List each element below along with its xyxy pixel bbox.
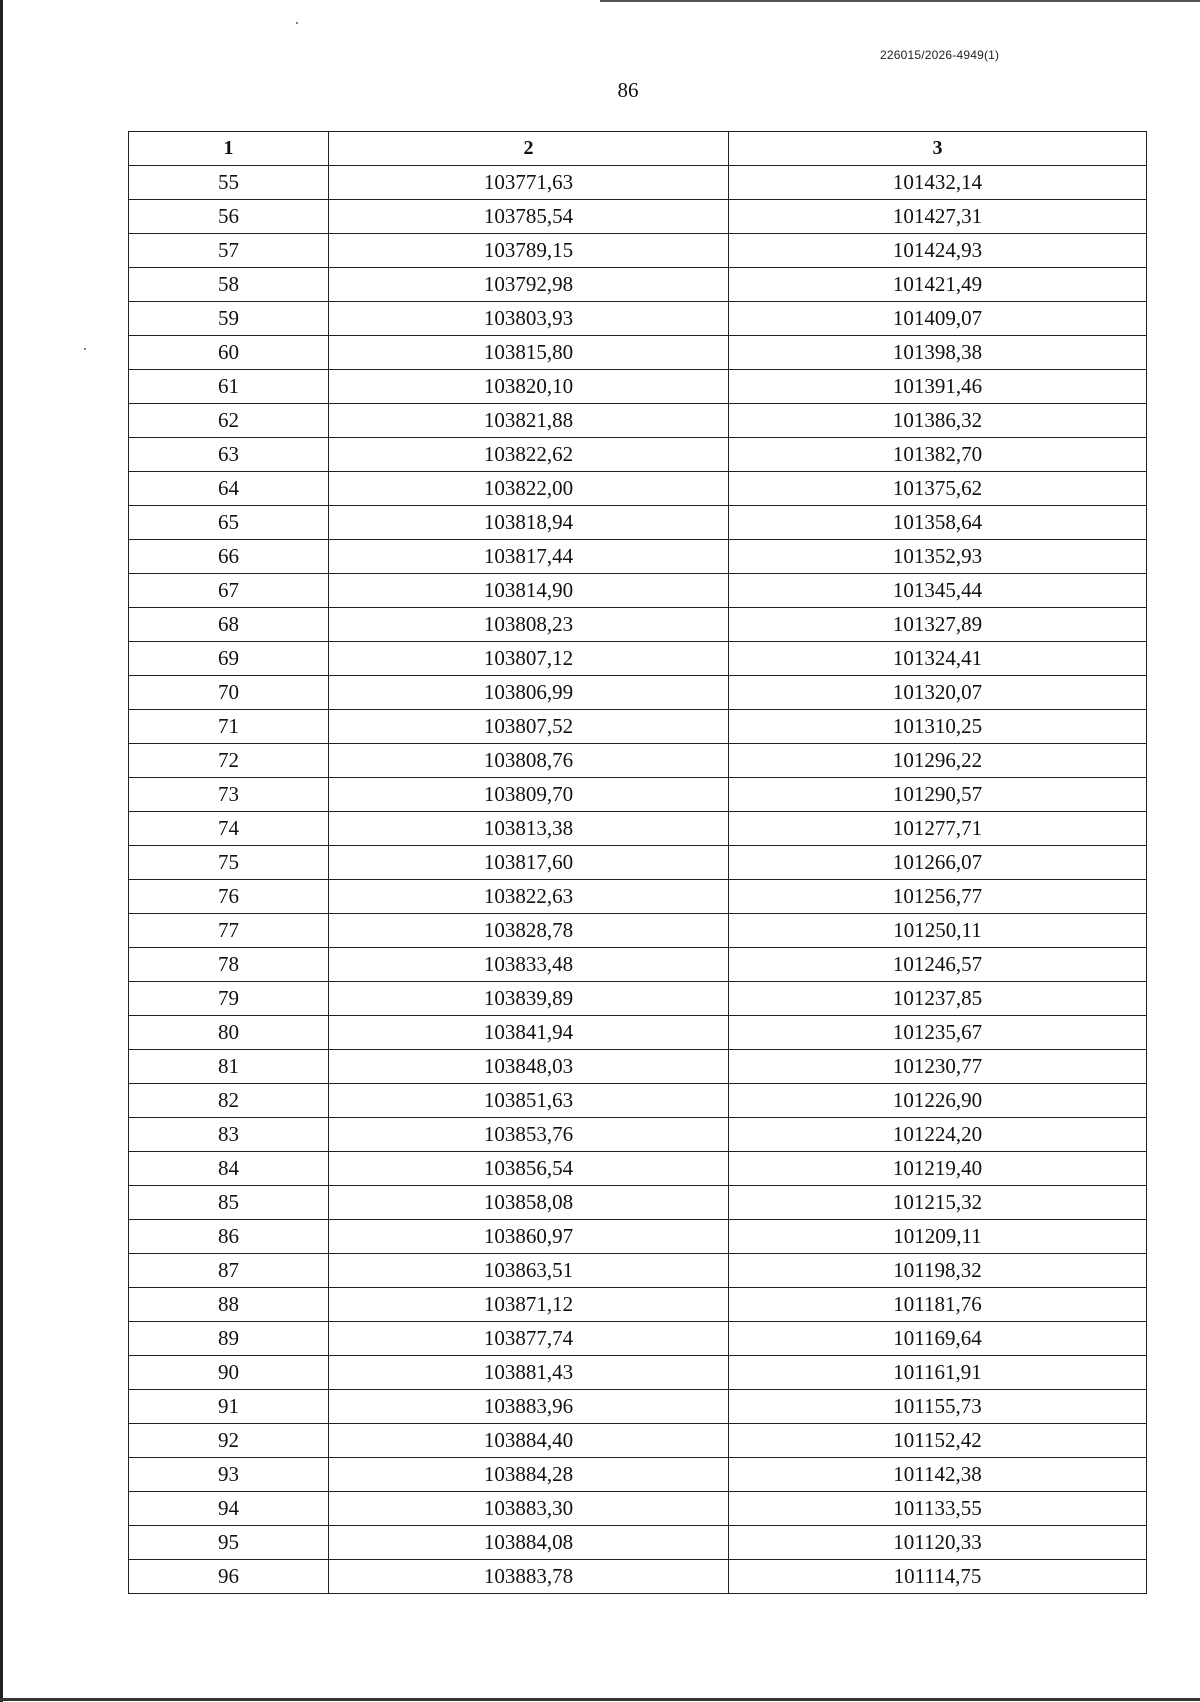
table-cell: 76 [129, 880, 329, 914]
page-left-edge [0, 0, 3, 1702]
table-cell: 90 [129, 1356, 329, 1390]
table-cell: 103808,76 [329, 744, 729, 778]
table-cell: 103822,62 [329, 438, 729, 472]
table-cell: 74 [129, 812, 329, 846]
table-row [129, 778, 1147, 812]
table-row [129, 744, 1147, 778]
table-cell: 80 [129, 1016, 329, 1050]
table-cell: 79 [129, 982, 329, 1016]
table-cell: 62 [129, 404, 329, 438]
table-row [129, 812, 1147, 846]
table-cell: 66 [129, 540, 329, 574]
table-row [129, 166, 1147, 200]
table-cell: 103803,93 [329, 302, 729, 336]
table-cell: 101256,77 [729, 880, 1147, 914]
table-cell: 101296,22 [729, 744, 1147, 778]
table-cell: 103771,63 [329, 166, 729, 200]
table-cell: 103884,40 [329, 1424, 729, 1458]
table-cell: 103807,12 [329, 642, 729, 676]
table-cell: 103884,28 [329, 1458, 729, 1492]
table-cell: 103853,76 [329, 1118, 729, 1152]
table-row [129, 1322, 1147, 1356]
table-row [129, 1390, 1147, 1424]
table-cell: 95 [129, 1526, 329, 1560]
table-cell: 103808,23 [329, 608, 729, 642]
table-row [129, 1492, 1147, 1526]
table-row [129, 1152, 1147, 1186]
table-cell: 103828,78 [329, 914, 729, 948]
table-cell: 101209,11 [729, 1220, 1147, 1254]
table-cell: 78 [129, 948, 329, 982]
page-number: 86 [617, 78, 639, 102]
table-cell: 96 [129, 1560, 329, 1594]
table-cell: 101409,07 [729, 302, 1147, 336]
table-cell: 59 [129, 302, 329, 336]
table-cell: 65 [129, 506, 329, 540]
table-cell: 55 [129, 166, 329, 200]
table-row [129, 404, 1147, 438]
table-row [129, 948, 1147, 982]
table-cell: 101358,64 [729, 506, 1147, 540]
table-row [129, 846, 1147, 880]
table-row [129, 1526, 1147, 1560]
table-cell: 101391,46 [729, 370, 1147, 404]
table-header-row [129, 132, 1147, 166]
table-row [129, 982, 1147, 1016]
table-row [129, 200, 1147, 234]
table-row [129, 710, 1147, 744]
table-row [129, 914, 1147, 948]
table-row [129, 1288, 1147, 1322]
table-cell: 61 [129, 370, 329, 404]
table-body [129, 166, 1147, 1594]
table-row [129, 234, 1147, 268]
table-cell: 103792,98 [329, 268, 729, 302]
table-cell: 57 [129, 234, 329, 268]
table-cell: 101226,90 [729, 1084, 1147, 1118]
table-cell: 101114,75 [729, 1560, 1147, 1594]
table-cell: 101345,44 [729, 574, 1147, 608]
table-cell: 103851,63 [329, 1084, 729, 1118]
table-cell: 103833,48 [329, 948, 729, 982]
table-cell: 101382,70 [729, 438, 1147, 472]
table-cell: 89 [129, 1322, 329, 1356]
table-cell: 103806,99 [329, 676, 729, 710]
table-row [129, 574, 1147, 608]
table-cell: 101155,73 [729, 1390, 1147, 1424]
table-cell: 101424,93 [729, 234, 1147, 268]
table-cell: 101219,40 [729, 1152, 1147, 1186]
table-row [129, 1118, 1147, 1152]
table-cell: 103789,15 [329, 234, 729, 268]
table-cell: 103877,74 [329, 1322, 729, 1356]
table-cell: 63 [129, 438, 329, 472]
table-cell: 101237,85 [729, 982, 1147, 1016]
table-row [129, 1016, 1147, 1050]
table-cell: 81 [129, 1050, 329, 1084]
table-cell: 72 [129, 744, 329, 778]
column-header: 1 [129, 132, 329, 166]
table-cell: 103817,44 [329, 540, 729, 574]
table-cell: 101427,31 [729, 200, 1147, 234]
table-cell: 103822,63 [329, 880, 729, 914]
table-cell: 75 [129, 846, 329, 880]
table-cell: 101327,89 [729, 608, 1147, 642]
table-cell: 93 [129, 1458, 329, 1492]
table-cell: 85 [129, 1186, 329, 1220]
table-cell: 92 [129, 1424, 329, 1458]
table-cell: 103883,78 [329, 1560, 729, 1594]
table-row [129, 880, 1147, 914]
table-row [129, 1560, 1147, 1594]
column-header: 3 [729, 132, 1147, 166]
table-cell: 101169,64 [729, 1322, 1147, 1356]
table-cell: 103848,03 [329, 1050, 729, 1084]
table-cell: 101375,62 [729, 472, 1147, 506]
table-cell: 103815,80 [329, 336, 729, 370]
table-cell: 103821,88 [329, 404, 729, 438]
page-bottom-edge [0, 1698, 1200, 1701]
table-row [129, 1220, 1147, 1254]
table-cell: 101320,07 [729, 676, 1147, 710]
table-cell: 103785,54 [329, 200, 729, 234]
document-reference: 226015/2026-4949(1) [880, 48, 1000, 62]
table-cell: 71 [129, 710, 329, 744]
table-cell: 58 [129, 268, 329, 302]
table-cell: 101266,07 [729, 846, 1147, 880]
table-cell: 73 [129, 778, 329, 812]
table-cell: 101324,41 [729, 642, 1147, 676]
table-cell: 64 [129, 472, 329, 506]
table-cell: 103818,94 [329, 506, 729, 540]
table-row [129, 268, 1147, 302]
table-cell: 103856,54 [329, 1152, 729, 1186]
table-cell: 69 [129, 642, 329, 676]
table-row [129, 1424, 1147, 1458]
table-cell: 101352,93 [729, 540, 1147, 574]
table-row [129, 608, 1147, 642]
table-cell: 103809,70 [329, 778, 729, 812]
table-row [129, 506, 1147, 540]
table-cell: 103883,30 [329, 1492, 729, 1526]
table-cell: 101215,32 [729, 1186, 1147, 1220]
page-top-edge [600, 0, 1200, 2]
table-cell: 103858,08 [329, 1186, 729, 1220]
table-cell: 103883,96 [329, 1390, 729, 1424]
table-row [129, 1186, 1147, 1220]
table-cell: 60 [129, 336, 329, 370]
table-cell: 68 [129, 608, 329, 642]
table-cell: 103863,51 [329, 1254, 729, 1288]
table-cell: 103881,43 [329, 1356, 729, 1390]
table-cell: 83 [129, 1118, 329, 1152]
table-cell: 101277,71 [729, 812, 1147, 846]
table-cell: 103820,10 [329, 370, 729, 404]
table-row [129, 1356, 1147, 1390]
table-cell: 56 [129, 200, 329, 234]
table-row [129, 472, 1147, 506]
table-cell: 82 [129, 1084, 329, 1118]
table-cell: 86 [129, 1220, 329, 1254]
table-row [129, 1458, 1147, 1492]
table-cell: 70 [129, 676, 329, 710]
table-row [129, 1084, 1147, 1118]
table-cell: 101250,11 [729, 914, 1147, 948]
table-cell: 103813,38 [329, 812, 729, 846]
table-cell: 101198,32 [729, 1254, 1147, 1288]
table-cell: 101290,57 [729, 778, 1147, 812]
table-cell: 101142,38 [729, 1458, 1147, 1492]
table-row [129, 370, 1147, 404]
table-cell: 101181,76 [729, 1288, 1147, 1322]
table-row [129, 540, 1147, 574]
column-header: 2 [329, 132, 729, 166]
table-cell: 101386,32 [729, 404, 1147, 438]
table-cell: 94 [129, 1492, 329, 1526]
table-cell: 101246,57 [729, 948, 1147, 982]
table-cell: 101432,14 [729, 166, 1147, 200]
table-cell: 101421,49 [729, 268, 1147, 302]
table-cell: 103871,12 [329, 1288, 729, 1322]
table-cell: 103817,60 [329, 846, 729, 880]
table-row [129, 1050, 1147, 1084]
table-cell: 103884,08 [329, 1526, 729, 1560]
table-cell: 101398,38 [729, 336, 1147, 370]
table-cell: 101310,25 [729, 710, 1147, 744]
table-cell: 103839,89 [329, 982, 729, 1016]
table-cell: 101235,67 [729, 1016, 1147, 1050]
table-cell: 101133,55 [729, 1492, 1147, 1526]
table-cell: 67 [129, 574, 329, 608]
table-row [129, 336, 1147, 370]
table-cell: 103841,94 [329, 1016, 729, 1050]
table-row [129, 642, 1147, 676]
table-cell: 88 [129, 1288, 329, 1322]
table-cell: 103807,52 [329, 710, 729, 744]
table-row [129, 676, 1147, 710]
table-cell: 91 [129, 1390, 329, 1424]
table-cell: 103822,00 [329, 472, 729, 506]
table-cell: 87 [129, 1254, 329, 1288]
table-row [129, 1254, 1147, 1288]
table-cell: 101230,77 [729, 1050, 1147, 1084]
scan-speck [84, 348, 86, 350]
table-cell: 77 [129, 914, 329, 948]
table-row [129, 302, 1147, 336]
table-cell: 103860,97 [329, 1220, 729, 1254]
table-cell: 101161,91 [729, 1356, 1147, 1390]
table-cell: 101224,20 [729, 1118, 1147, 1152]
table-cell: 103814,90 [329, 574, 729, 608]
coordinates-table [128, 131, 1147, 1594]
scan-speck [296, 22, 298, 24]
table-cell: 101152,42 [729, 1424, 1147, 1458]
table-row [129, 438, 1147, 472]
table-cell: 101120,33 [729, 1526, 1147, 1560]
table-cell: 84 [129, 1152, 329, 1186]
